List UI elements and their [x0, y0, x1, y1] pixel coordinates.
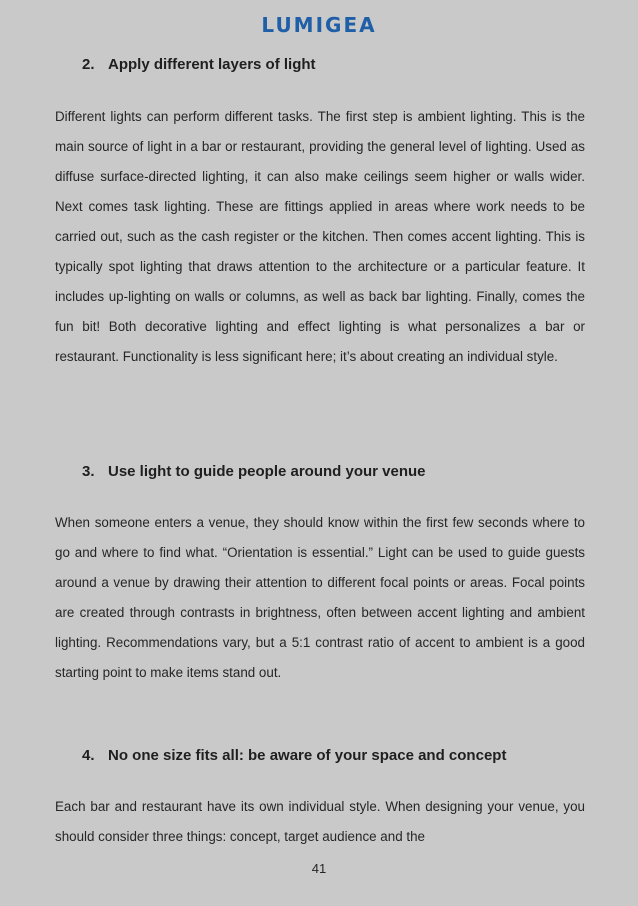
- section-title: No one size fits all: be aware of your space and concept: [108, 747, 507, 764]
- section-title: Apply different layers of light: [108, 56, 316, 73]
- section-paragraph-3: When someone enters a venue, they should know within the first few seconds where to go and where to find what. “Orientation is essential.” Light can be used to guide guests around a venue by drawing their attention to different focal points or areas. Focal points are created through contrasts in brightness, often between accent lighting and ambient lighting. Recommendations vary, but a 5:1 contrast ratio of accent to ambient is a good starting point to make items stand out.: [55, 515, 585, 680]
- section-number: 2.: [82, 56, 95, 73]
- section-paragraph-4: Each bar and restaurant have its own individual style. When designing your venue, you should consider three things: concept, target audience and the: [55, 799, 585, 844]
- section-heading-4: [82, 747, 506, 764]
- section-number: 3.: [82, 463, 95, 480]
- section-title: Use light to guide people around your venue: [108, 463, 426, 480]
- section-paragraph-2: Different lights can perform different tasks. The first step is ambient lighting. This is the main source of light in a bar or restaurant, providing the general level of lighting. Used as diffuse surface-directed lighting, it can also make ceilings seem higher or walls wider. Next comes task lighting. These are fittings applied in areas where work needs to be carried out, such as the cash register or the kitchen. Then comes accent lighting. This is typically spot lighting that draws attention to the architecture or a particular feature. It includes up-lighting on walls or columns, as well as back bar lighting. Finally, comes the fun bit! Both decorative lighting and effect lighting is what personalizes a bar or restaurant. Functionality is less significant here; it’s about creating an individual style.: [55, 109, 585, 364]
- section-heading-2: [82, 56, 316, 73]
- section-number: 4.: [82, 747, 95, 764]
- lumigea-logo: LUMIGEA: [261, 13, 377, 37]
- page-number: 41: [311, 861, 327, 876]
- section-heading-3: [82, 463, 426, 480]
